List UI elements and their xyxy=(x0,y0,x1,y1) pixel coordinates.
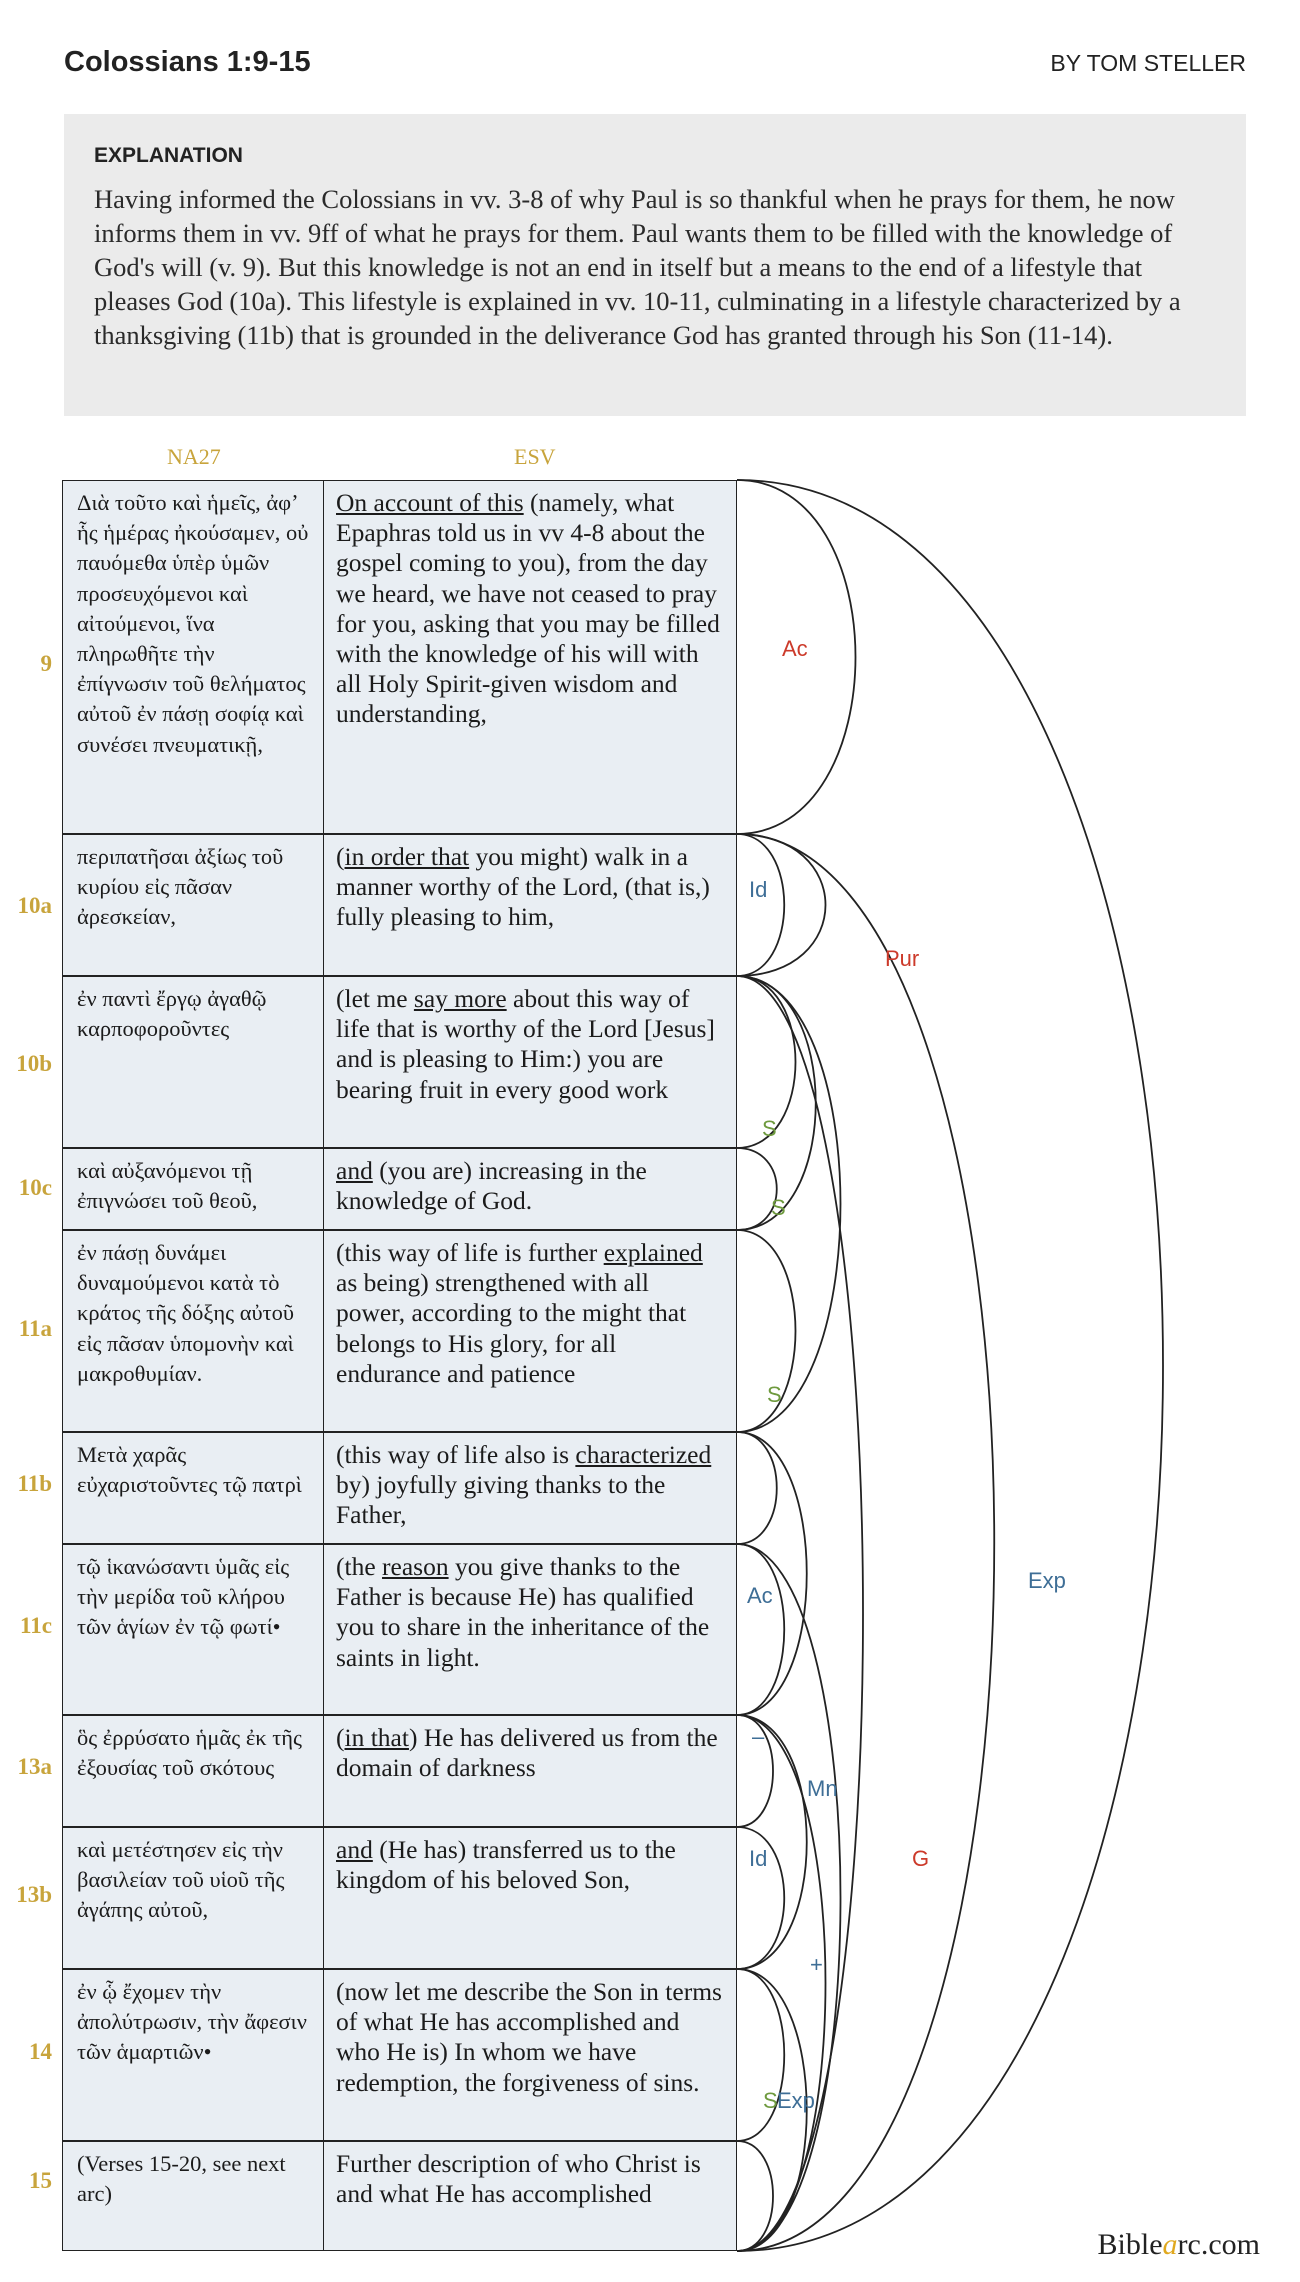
esv-text-prefix: ( xyxy=(336,1723,345,1752)
arc-label-s: S xyxy=(762,1116,777,1141)
connector-phrase: explained xyxy=(603,1238,703,1267)
greek-text-cell: ἐν ᾧ ἔχομεν τὴν ἀπολύτρωσιν, τὴν ἄφεσιν τῶν ἁμαρτιῶν• xyxy=(62,1969,324,2141)
esv-text: (namely, what Epaphras told us in vv 4-8 about the gospel coming to you), from the day we heard, we have not ceased to pray for you, asking that you may be filled with the knowledge of his will with all Holy Spirit-given wisdom and understanding, xyxy=(336,488,720,729)
esv-text: you might) walk in a manner worthy of the Lord, (that is,) fully pleasing to him, xyxy=(336,842,710,932)
explanation-text: Having informed the Colossians in vv. 3-8 of why Paul is so thankful when he prays for them, he now informs them in vv. 9ff of what he prays for them. Paul wants them to be filled with the knowledge of God's will (v. 9). But this knowledge is not an end in itself but a means to the end of a lifestyle that pleases God (10a). This lifestyle is explained in vv. 10-11, culminating in a lifestyle characterized by a thanksgiving (11b) that is grounded in the deliverance God has granted through his Son (11-14). xyxy=(94,184,1181,350)
greek-text-cell: ὃς ἐρρύσατο ἡμᾶς ἐκ τῆς ἐξουσίας τοῦ σκότους xyxy=(62,1715,324,1827)
connector-phrase: in order that xyxy=(344,842,470,871)
biblearc-logo: Biblearc.com xyxy=(1097,2228,1260,2261)
arc-id-top xyxy=(737,834,784,976)
connector-phrase: and xyxy=(336,1156,373,1185)
arc-label-plus: + xyxy=(810,1952,823,1977)
arc-label-s: S xyxy=(771,1195,786,1220)
verse-number: 13b xyxy=(16,1882,52,1907)
arc-label-pur: Pur xyxy=(885,946,920,971)
connector-phrase: say more xyxy=(413,984,507,1013)
greek-text-cell: Μετὰ χαρᾶς εὐχαριστοῦντες τῷ πατρὶ xyxy=(62,1432,324,1544)
greek-text-cell: τῷ ἱκανώσαντι ὑμᾶς εἰς τὴν μερίδα τοῦ κλήρου τῶν ἁγίων ἐν τῷ φωτί• xyxy=(62,1544,324,1715)
greek-column-header: NA27 xyxy=(167,444,221,469)
arc-series-all xyxy=(737,976,863,2251)
arc-label-ac: Ac xyxy=(782,636,808,661)
verse-number: 10a xyxy=(17,893,52,918)
arc-14 xyxy=(737,1969,784,2141)
arc-label-id: Id xyxy=(749,877,768,902)
greek-text-cell: καὶ αὐξανόμενοι τῇ ἐπιγνώσει τοῦ θεοῦ, xyxy=(62,1148,324,1230)
verse-number: 14 xyxy=(29,2039,52,2064)
greek-text-cell: ἐν παντὶ ἔργῳ ἀγαθῷ καρποφοροῦντες xyxy=(62,976,324,1148)
verse-number: 10c xyxy=(18,1175,52,1200)
esv-text: you give thanks to the Father is because He) has qualified you to share in the inheritance of the saints in light. xyxy=(336,1552,710,1672)
arc-exp-main xyxy=(737,480,1163,2251)
arc-label-minus: – xyxy=(752,1724,765,1749)
esv-text: (you are) increasing in the knowledge of God. xyxy=(336,1156,647,1216)
esv-text: as being) strengthened with all power, according to the might that belongs to His glory, for all endurance and patience xyxy=(336,1268,687,1388)
esv-text: (now let me describe the Son in terms of what He has accomplished and who He is) In whom we have redemption, the forgiveness of sins. xyxy=(336,1977,722,2097)
arc-label-exp: Exp xyxy=(777,2088,815,2113)
esv-text-prefix: ( xyxy=(336,842,345,871)
esv-text: Further description of who Christ is and what He has accomplished xyxy=(336,2149,701,2209)
verse-number: 11b xyxy=(17,1471,52,1496)
greek-text-cell: ἐν πάσῃ δυνάμει δυναμούμενοι κατὰ τὸ κράτος τῆς δόξης αὐτοῦ εἰς πᾶσαν ὑπομονὴν καὶ μακροθυμίαν. xyxy=(62,1230,324,1432)
english-column-header: ESV xyxy=(514,444,556,469)
arc-s-group xyxy=(737,976,841,1432)
author-byline: BY TOM STELLER xyxy=(1050,50,1246,76)
verse-number: 11a xyxy=(18,1316,52,1341)
esv-text-prefix: (the xyxy=(336,1552,383,1581)
arc-label-mn: Mn xyxy=(807,1776,838,1801)
connector-phrase: in that xyxy=(344,1723,409,1752)
esv-text-prefix: (this way of life is further xyxy=(336,1238,604,1267)
esv-text: (He has) transferred us to the kingdom of his beloved Son, xyxy=(336,1835,676,1895)
verse-number: 9 xyxy=(40,651,52,676)
arc-ac-11c xyxy=(737,1544,784,1715)
arc-label-s: S xyxy=(767,1382,782,1407)
arc-ac-10a xyxy=(737,834,826,976)
arc-label-ac: Ac xyxy=(747,1583,773,1608)
verse-number: 15 xyxy=(29,2168,52,2193)
connector-phrase: reason xyxy=(382,1552,449,1581)
verse-number: 13a xyxy=(17,1754,52,1779)
connector-phrase: On account of this xyxy=(336,488,524,517)
greek-text-cell: (Verses 15-20, see next arc) xyxy=(62,2141,324,2251)
esv-text-prefix: (let me xyxy=(336,984,414,1013)
verse-number: 10b xyxy=(16,1051,52,1076)
greek-text-cell: Διὰ τοῦτο καὶ ἡμεῖς, ἀφʼ ἧς ἡμέρας ἠκούσαμεν, οὐ παυόμεθα ὑπὲρ ὑμῶν προσευχόμενοι καὶ αἰτούμενοι, ἵνα πληρωθῆτε τὴν ἐπίγνωσιν τοῦ θελήματος αὐτοῦ ἐν πάσῃ σοφίᾳ καὶ συνέσει πνευματικῇ, xyxy=(62,480,324,834)
page-title: Colossians 1:9-15 xyxy=(64,46,311,78)
connector-phrase: and xyxy=(336,1835,373,1864)
esv-text: by) joyfully giving thanks to the Father, xyxy=(336,1470,666,1530)
esv-text: ) He has delivered us from the domain of darkness xyxy=(336,1723,718,1783)
arc-pur xyxy=(737,834,994,2251)
verse-number: 11c xyxy=(20,1613,52,1638)
greek-text-cell: περιπατῆσαι ἀξίως τοῦ κυρίου εἰς πᾶσαν ἀρεσκείαν, xyxy=(62,834,324,976)
arc-11b-group xyxy=(737,1432,807,1715)
greek-text-cell: καὶ μετέστησεν εἰς τὴν βασιλείαν τοῦ υἱοῦ τῆς ἀγάπης αὐτοῦ, xyxy=(62,1827,324,1969)
arc-label-s: S xyxy=(763,2088,778,2113)
arc-label-g: G xyxy=(912,1846,930,1871)
connector-phrase: characterized xyxy=(575,1440,712,1469)
esv-text-prefix: (this way of life also is xyxy=(336,1440,576,1469)
arc-11b xyxy=(737,1432,777,1544)
esv-text: about this way of life that is worthy of the Lord [Jesus] and is pleasing to Him:) you are bearing fruit in every good work xyxy=(336,984,715,1104)
arc-label-exp: Exp xyxy=(1028,1568,1066,1593)
explanation-heading: EXPLANATION xyxy=(94,144,243,167)
arc-label-id: Id xyxy=(749,1846,768,1871)
